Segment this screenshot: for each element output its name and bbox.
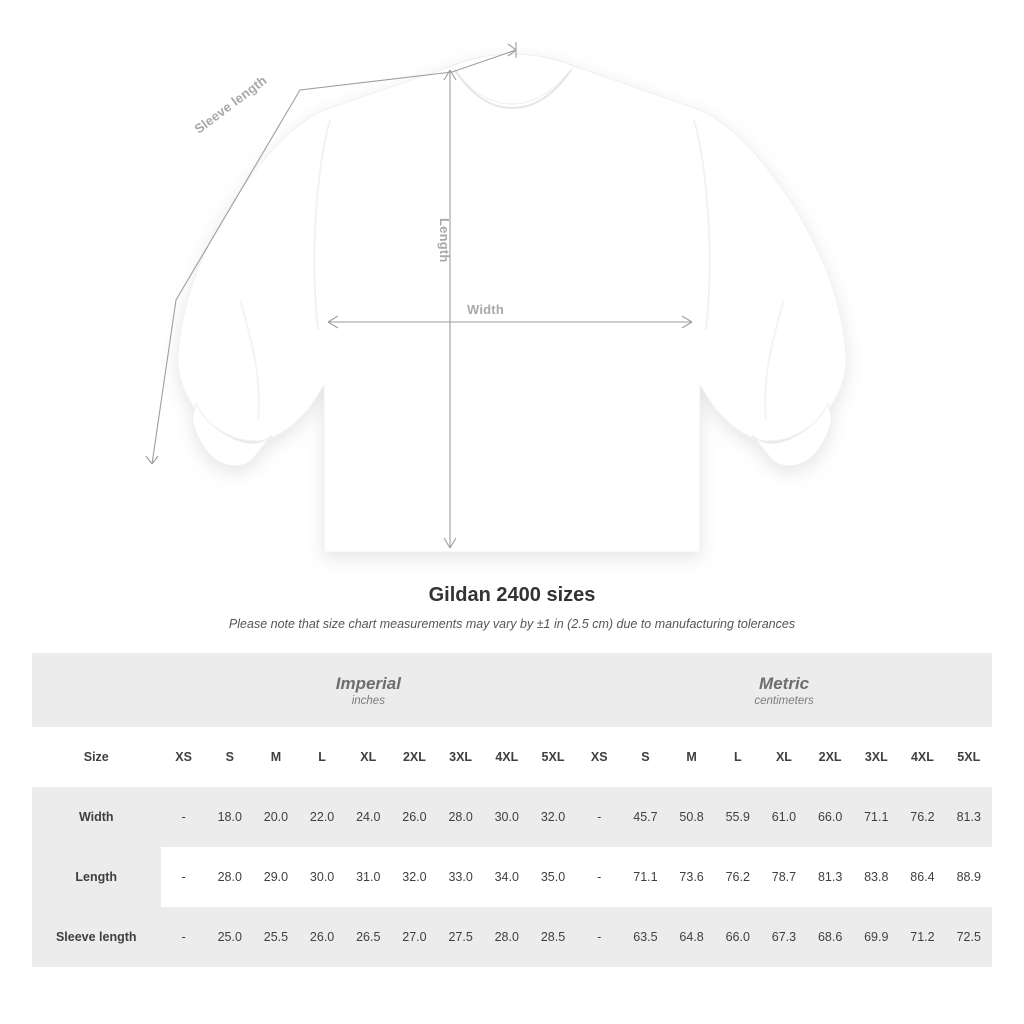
cell-width-imperial-s: 18.0	[207, 787, 253, 847]
cell-width-imperial-m: 20.0	[253, 787, 299, 847]
table-row	[32, 907, 992, 967]
cell-sleeve-imperial-3xl: 27.5	[438, 907, 484, 967]
cell-length-metric-xl: 78.7	[761, 847, 807, 907]
size-header-metric-xs: XS	[576, 727, 622, 787]
shirt-shape	[178, 54, 846, 552]
size-header-imperial-l: L	[299, 727, 345, 787]
cell-length-metric-l: 76.2	[715, 847, 761, 907]
cell-width-metric-l: 55.9	[715, 787, 761, 847]
size-header-imperial-3xl: 3XL	[438, 727, 484, 787]
size-header-metric-3xl: 3XL	[853, 727, 899, 787]
row-label-sleeve-length: Sleeve length	[32, 907, 161, 967]
size-table	[32, 653, 992, 967]
size-header-metric-xl: XL	[761, 727, 807, 787]
size-header-imperial-m: M	[253, 727, 299, 787]
cell-length-imperial-3xl: 33.0	[438, 847, 484, 907]
cell-length-imperial-l: 30.0	[299, 847, 345, 907]
cell-sleeve-metric-2xl: 68.6	[807, 907, 853, 967]
cell-sleeve-metric-m: 64.8	[669, 907, 715, 967]
cell-sleeve-metric-xl: 67.3	[761, 907, 807, 967]
size-header-metric-s: S	[622, 727, 668, 787]
size-header-imperial-5xl: 5XL	[530, 727, 576, 787]
cell-length-metric-5xl: 88.9	[946, 847, 992, 907]
cell-width-imperial-l: 22.0	[299, 787, 345, 847]
cell-sleeve-imperial-5xl: 28.5	[530, 907, 576, 967]
tolerance-note: Please note that size chart measurements may vary by ±1 in (2.5 cm) due to manufacturing tolerances	[228, 617, 796, 631]
cell-sleeve-imperial-xl: 26.5	[345, 907, 391, 967]
size-header-imperial-xs: XS	[161, 727, 207, 787]
size-header-row	[32, 727, 992, 787]
size-header-metric-5xl: 5XL	[946, 727, 992, 787]
cell-width-imperial-3xl: 28.0	[438, 787, 484, 847]
cell-width-metric-s: 45.7	[622, 787, 668, 847]
cell-sleeve-metric-l: 66.0	[715, 907, 761, 967]
cell-width-metric-xs: -	[576, 787, 622, 847]
unit-group-metric-sub: centimeters	[754, 694, 814, 707]
unit-group-imperial-sub: inches	[351, 694, 385, 707]
unit-group-metric	[576, 653, 992, 727]
page-title: Gildan 2400 sizes	[428, 584, 596, 606]
cell-sleeve-imperial-s: 25.0	[207, 907, 253, 967]
cell-sleeve-metric-4xl: 71.2	[899, 907, 945, 967]
size-header-imperial-2xl: 2XL	[391, 727, 437, 787]
cell-length-imperial-4xl: 34.0	[484, 847, 530, 907]
cell-width-imperial-2xl: 26.0	[391, 787, 437, 847]
unit-corner-cell	[32, 653, 161, 727]
cell-length-metric-3xl: 83.8	[853, 847, 899, 907]
unit-group-imperial	[161, 653, 577, 727]
cell-width-metric-5xl: 81.3	[946, 787, 992, 847]
size-header-metric-m: M	[669, 727, 715, 787]
cell-sleeve-imperial-l: 26.0	[299, 907, 345, 967]
cell-width-metric-xl: 61.0	[761, 787, 807, 847]
cell-sleeve-metric-xs: -	[576, 907, 622, 967]
cell-sleeve-metric-5xl: 72.5	[946, 907, 992, 967]
width-label: Width	[467, 302, 504, 317]
size-table-wrapper	[32, 653, 992, 967]
cell-length-imperial-s: 28.0	[207, 847, 253, 907]
size-header-metric-4xl: 4XL	[899, 727, 945, 787]
cell-length-imperial-xl: 31.0	[345, 847, 391, 907]
cell-length-metric-xs: -	[576, 847, 622, 907]
cell-width-imperial-xs: -	[161, 787, 207, 847]
unit-group-imperial-name: Imperial	[335, 674, 401, 694]
size-column-label: Size	[32, 727, 161, 787]
cell-width-metric-2xl: 66.0	[807, 787, 853, 847]
cell-width-metric-4xl: 76.2	[899, 787, 945, 847]
cell-length-imperial-xs: -	[161, 847, 207, 907]
cell-length-metric-m: 73.6	[669, 847, 715, 907]
title-block	[0, 584, 1024, 631]
size-header-metric-l: L	[715, 727, 761, 787]
row-label-length: Length	[32, 847, 161, 907]
cell-length-imperial-2xl: 32.0	[391, 847, 437, 907]
cell-width-imperial-5xl: 32.0	[530, 787, 576, 847]
cell-sleeve-metric-s: 63.5	[622, 907, 668, 967]
cell-width-imperial-4xl: 30.0	[484, 787, 530, 847]
table-row	[32, 847, 992, 907]
cell-length-imperial-5xl: 35.0	[530, 847, 576, 907]
cell-width-metric-3xl: 71.1	[853, 787, 899, 847]
cell-sleeve-imperial-m: 25.5	[253, 907, 299, 967]
cell-width-metric-m: 50.8	[669, 787, 715, 847]
size-header-metric-2xl: 2XL	[807, 727, 853, 787]
length-label: Length	[437, 218, 452, 263]
size-header-imperial-xl: XL	[345, 727, 391, 787]
unit-header-row	[32, 653, 992, 727]
unit-group-metric-name: Metric	[759, 674, 810, 694]
cell-width-imperial-xl: 24.0	[345, 787, 391, 847]
row-label-width: Width	[32, 787, 161, 847]
cell-sleeve-metric-3xl: 69.9	[853, 907, 899, 967]
cell-sleeve-imperial-xs: -	[161, 907, 207, 967]
size-header-imperial-4xl: 4XL	[484, 727, 530, 787]
sleeve-length-label: Sleeve length	[191, 72, 270, 137]
cell-sleeve-imperial-4xl: 28.0	[484, 907, 530, 967]
table-row	[32, 787, 992, 847]
cell-sleeve-imperial-2xl: 27.0	[391, 907, 437, 967]
cell-length-metric-s: 71.1	[622, 847, 668, 907]
cell-length-metric-4xl: 86.4	[899, 847, 945, 907]
size-header-imperial-s: S	[207, 727, 253, 787]
cell-length-imperial-m: 29.0	[253, 847, 299, 907]
cell-length-metric-2xl: 81.3	[807, 847, 853, 907]
